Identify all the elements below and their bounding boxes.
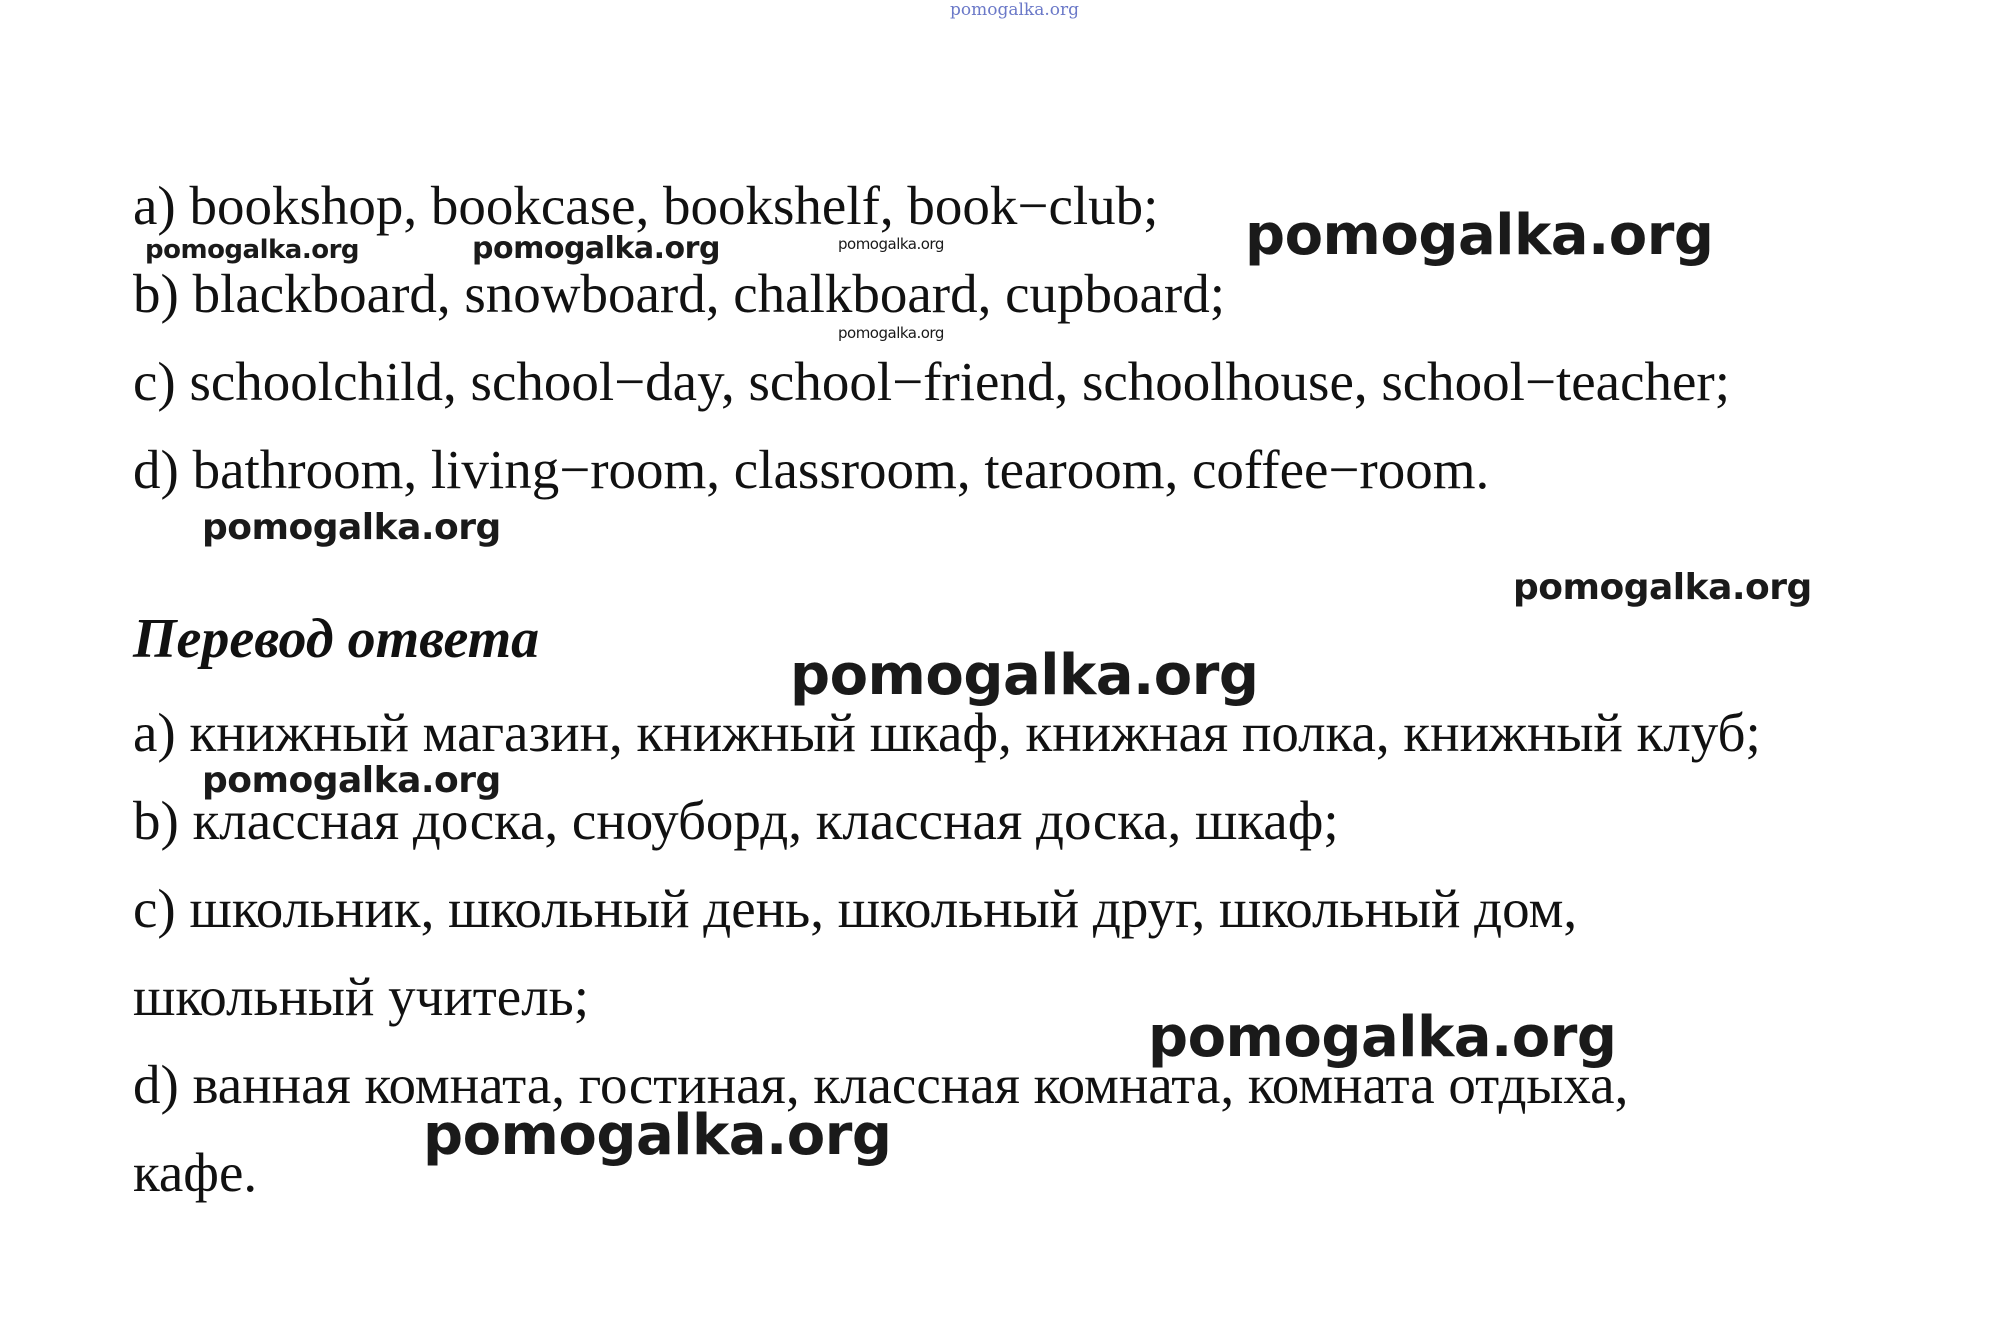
watermark: pomogalka.org <box>838 324 944 342</box>
watermark: pomogalka.org <box>790 643 1259 708</box>
translation-line-d1: d) ванная комната, гостиная, классная комната, комната отдыха, <box>133 1054 1629 1115</box>
watermark-top: pomogalka.org <box>950 0 1080 20</box>
answer-line-a: a) bookshop, bookcase, bookshelf, book−club; <box>133 175 1159 236</box>
watermark: pomogalka.org <box>1245 203 1714 268</box>
translation-line-b: b) классная доска, сноуборд, классная доска, шкаф; <box>133 790 1339 851</box>
translation-line-c1: c) школьник, школьный день, школьный друг, школьный дом, <box>133 878 1578 939</box>
watermark: pomogalka.org <box>423 1103 892 1168</box>
translation-line-c2: школьный учитель; <box>133 966 590 1027</box>
watermark: pomogalka.org <box>202 760 501 801</box>
watermark: pomogalka.org <box>838 235 944 253</box>
answer-line-c: c) schoolchild, school−day, school−friend, schoolhouse, school−teacher; <box>133 351 1730 412</box>
watermark: pomogalka.org <box>1513 567 1812 608</box>
translation-line-a: a) книжный магазин, книжный шкаф, книжная полка, книжный клуб; <box>133 702 1761 763</box>
answer-line-d: d) bathroom, living−room, classroom, tearoom, coffee−room. <box>133 439 1490 500</box>
translation-heading: Перевод ответа <box>133 608 540 670</box>
translation-line-d2: кафе. <box>133 1142 258 1203</box>
answer-line-b: b) blackboard, snowboard, chalkboard, cupboard; <box>133 263 1225 324</box>
watermark: pomogalka.org <box>145 235 360 265</box>
watermark: pomogalka.org <box>1148 1005 1617 1070</box>
watermark: pomogalka.org <box>202 507 501 548</box>
watermark: pomogalka.org <box>472 231 720 266</box>
